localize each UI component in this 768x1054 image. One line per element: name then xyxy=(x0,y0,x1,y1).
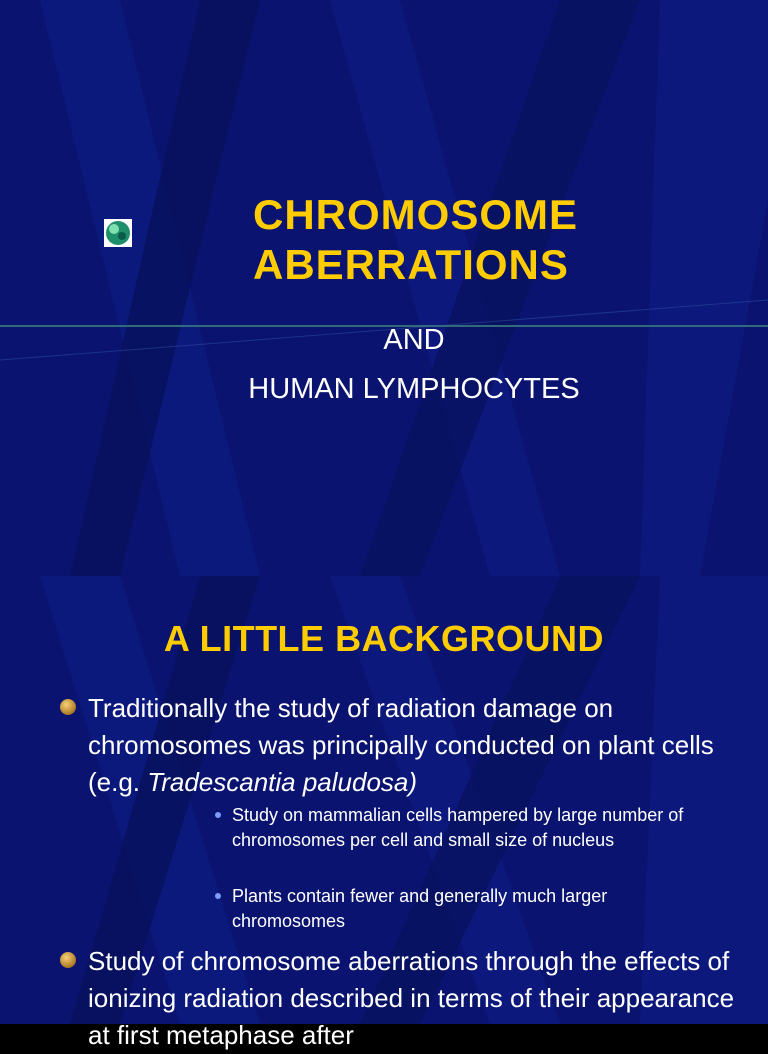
sub-bullet-icon xyxy=(215,812,221,818)
globe-icon xyxy=(104,219,132,247)
slide-title xyxy=(253,190,578,290)
title-line-2: ABERRATIONS xyxy=(253,241,569,288)
sub-bullet-icon xyxy=(215,893,221,899)
sub-bullet-2-text: Plants contain fewer and generally much larger chromosomes xyxy=(232,886,608,931)
title-line-1: CHROMOSOME xyxy=(253,191,578,238)
bullet-1-main: Traditionally the study of radiation damage on chromosomes was principally conducted on plant cells (e.g. xyxy=(88,693,714,797)
sub-bullet-1-text: Study on mammalian cells hampered by large number of chromosomes per cell and small size of nucleus xyxy=(232,805,684,850)
subtitle-line-2: HUMAN LYMPHOCYTES xyxy=(248,373,580,405)
bullet-icon xyxy=(60,699,76,715)
bullet-1-text xyxy=(88,690,728,801)
subtitle-line-1: AND xyxy=(383,324,445,356)
slide-2-title: A LITTLE BACKGROUND xyxy=(163,618,605,659)
bullet-1-italic: Tradescantia paludosa) xyxy=(147,767,418,797)
bullet-icon xyxy=(60,952,76,968)
bullet-2-text: Study of chromosome aberrations through the effects of ionizing radiation described in terms of their appearance at first metaphase after xyxy=(88,946,735,1050)
